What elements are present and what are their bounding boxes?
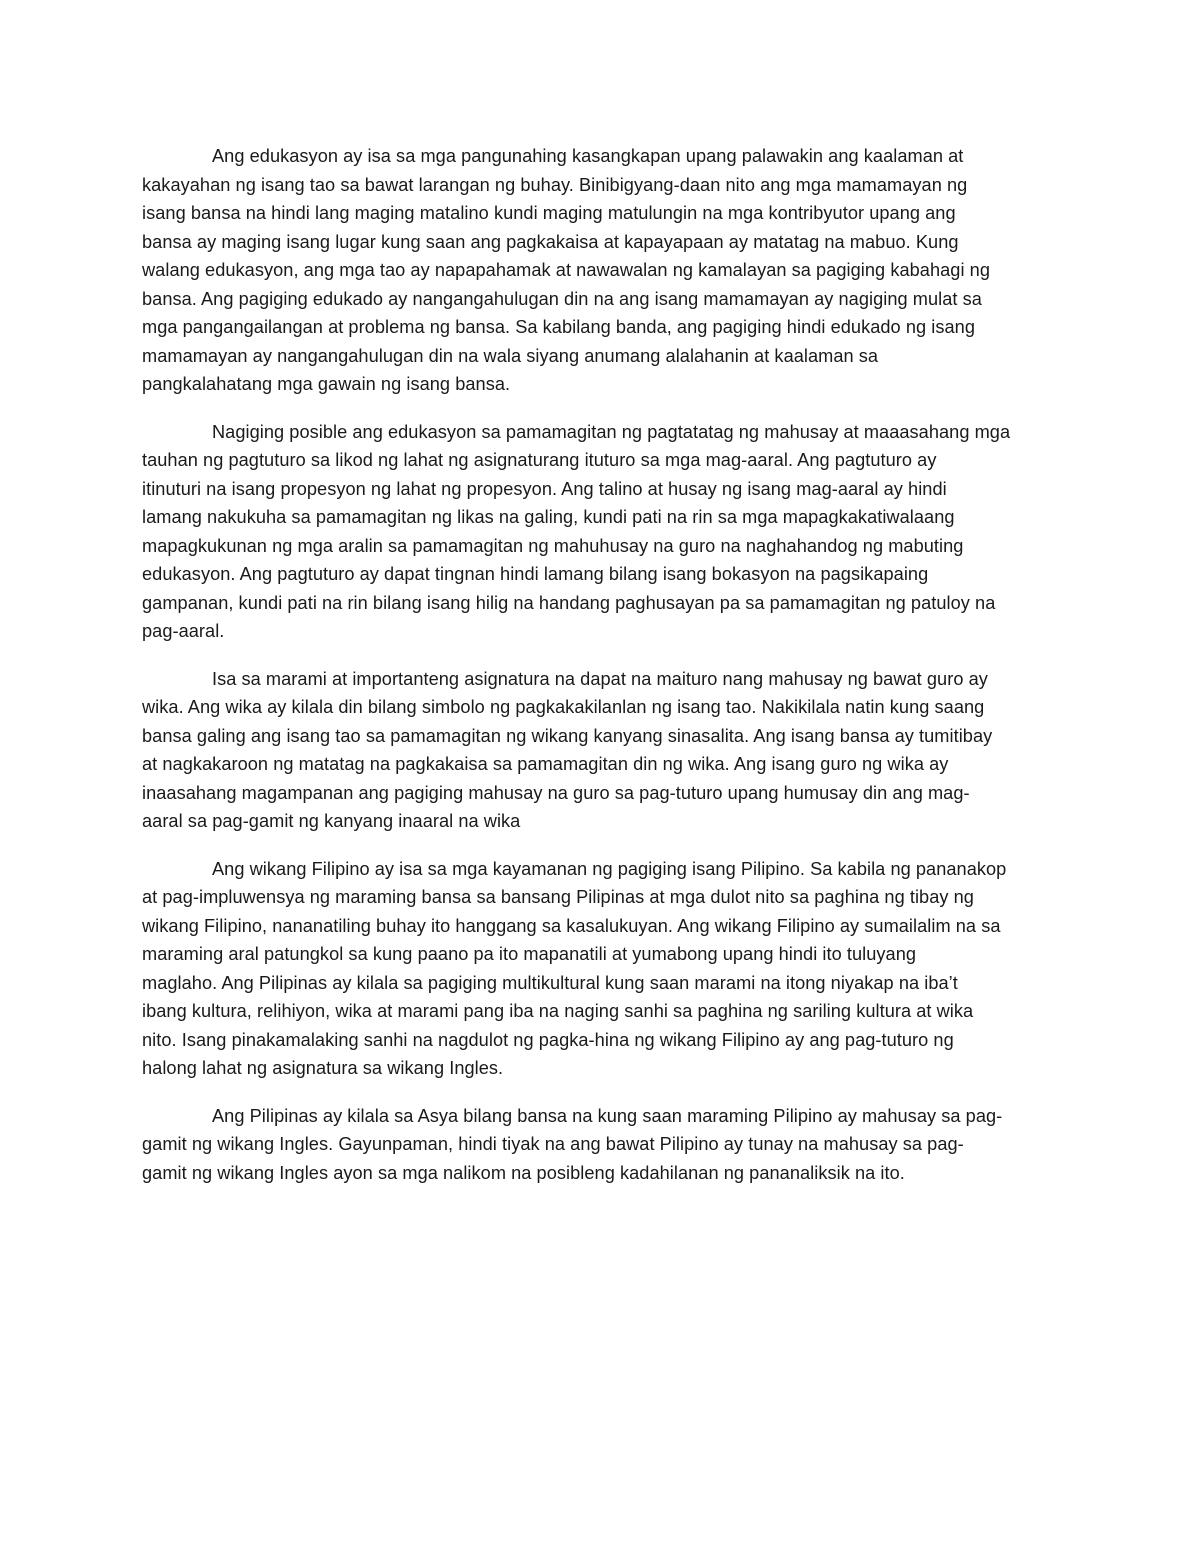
text-line: wikang Filipino, nananatiling buhay ito hanggang sa kasalukuyan. Ang wikang Filipino ay sumailalim na sa [142,915,1001,936]
text-line: halong lahat ng asignatura sa wikang Ingles. [142,1058,504,1078]
text-line: walang edukasyon, ang mga tao ay napapahamak at nawawalan ng kamalayan sa pagiging kabahagi ng [142,260,990,280]
text-line: at pag-impluwensya ng maraming bansa sa bansang Pilipinas at mga dulot nito sa paghina ng tibay ng [142,887,974,907]
paragraph-1 [142,142,1062,399]
text-line: Ang wikang Filipino ay isa sa mga kayamanan ng pagiging isang Pilipino. Sa kabila ng pananakop [212,858,1007,879]
document-body [142,142,1062,1206]
text-line: nito. Isang pinakamalaking sanhi na nagdulot ng pagka-hina ng wikang Filipino ay ang pag-tuturo ng [142,1029,954,1050]
text-line: gamit ng wikang Ingles ayon sa mga nalikom na posibleng kadahilanan ng pananaliksik na ito. [142,1162,905,1183]
text-line: at nagkakaroon ng matatag na pagkakaisa sa pamamagitan din ng wika. Ang isang guro ng wika ay [142,754,949,774]
text-line: bansa ay maging isang lugar kung saan ang pagkakaisa at kapayapaan ay matatag na mabuo. Kung [142,231,959,252]
text-line: itinuturi na isang propesyon ng lahat ng propesyon. Ang talino at husay ng isang mag-aaral ay hindi [142,478,947,499]
text-line: maglaho. Ang Pilipinas ay kilala sa pagiging multikultural kung saan marami na itong niyakap na iba’t [142,972,958,993]
text-line: mga pangangailangan at problema ng bansa. Sa kabilang banda, ang pagiging hindi edukado ng isang [142,317,975,337]
text-line: lamang nakukuha sa pamamagitan ng likas na galing, kundi pati na rin sa mga mapagkakatiwalaang [142,507,955,527]
text-line: mapagkukunan ng mga aralin sa pamamagitan ng mahuhusay na guro na naghahandog ng mabuting [142,535,964,556]
text-line: pag-aaral. [142,621,225,641]
text-line: ibang kultura, relihiyon, wika at marami pang iba na naging sanhi sa paghina ng sariling kultura at wika [142,1001,974,1021]
paragraph-2 [142,418,1062,646]
text-line: kakayahan ng isang tao sa bawat larangan ng buhay. Binibigyang-daan nito ang mga mamamayan ng [142,174,968,195]
text-line: mamamayan ay nangangahulugan din na wala siyang anumang alalahanin at kaalaman sa [142,345,879,366]
text-line: Nagiging posible ang edukasyon sa pamamagitan ng pagtatatag ng mahusay at maaasahang mga [212,421,1011,442]
text-line: bansa. Ang pagiging edukado ay nangangahulugan din na ang isang mamamayan ay nagiging mulat sa [142,288,982,309]
text-line: gamit ng wikang Ingles. Gayunpaman, hindi tiyak na ang bawat Pilipino ay tunay na mahusay sa pag- [142,1134,964,1154]
text-line: isang bansa na hindi lang maging matalino kundi maging matulungin na mga kontribyutor upang ang [142,203,956,223]
text-line: tauhan ng pagtuturo sa likod ng lahat ng asignaturang ituturo sa mga mag-aaral. Ang pagtuturo ay [142,450,937,470]
text-line: inaasahang magampanan ang pagiging mahusay na guro sa pag-tuturo upang humusay din ang mag- [142,782,970,803]
paragraph-5 [142,1102,1062,1188]
paragraph-4 [142,855,1062,1083]
text-line: gampanan, kundi pati na rin bilang isang hilig na handang paghusayan pa sa pamamagitan ng patuloy na [142,592,996,613]
text-line: Ang Pilipinas ay kilala sa Asya bilang bansa na kung saan maraming Pilipino ay mahusay sa pag- [212,1105,1003,1126]
text-line: aaral sa pag-gamit ng kanyang inaaral na wika [142,811,521,831]
text-line: Ang edukasyon ay isa sa mga pangunahing kasangkapan upang palawakin ang kaalaman at [212,146,964,166]
text-line: bansa galing ang isang tao sa pamamagitan ng wikang kanyang sinasalita. Ang isang bansa ay tumitibay [142,725,993,746]
text-line: wika. Ang wika ay kilala din bilang simbolo ng pagkakakilanlan ng isang tao. Nakikilala natin kung saang [142,697,985,717]
text-line: pangkalahatang mga gawain ng isang bansa. [142,374,511,394]
paragraph-3 [142,665,1062,836]
text-line: Isa sa marami at importanteng asignatura na dapat na maituro nang mahusay ng bawat guro ay [212,668,988,689]
text-line: edukasyon. Ang pagtuturo ay dapat tingnan hindi lamang bilang isang bokasyon na pagsikapaing [142,564,929,584]
text-line: maraming aral patungkol sa kung paano pa ito mapanatili at yumabong upang hindi ito tuluyang [142,944,917,964]
